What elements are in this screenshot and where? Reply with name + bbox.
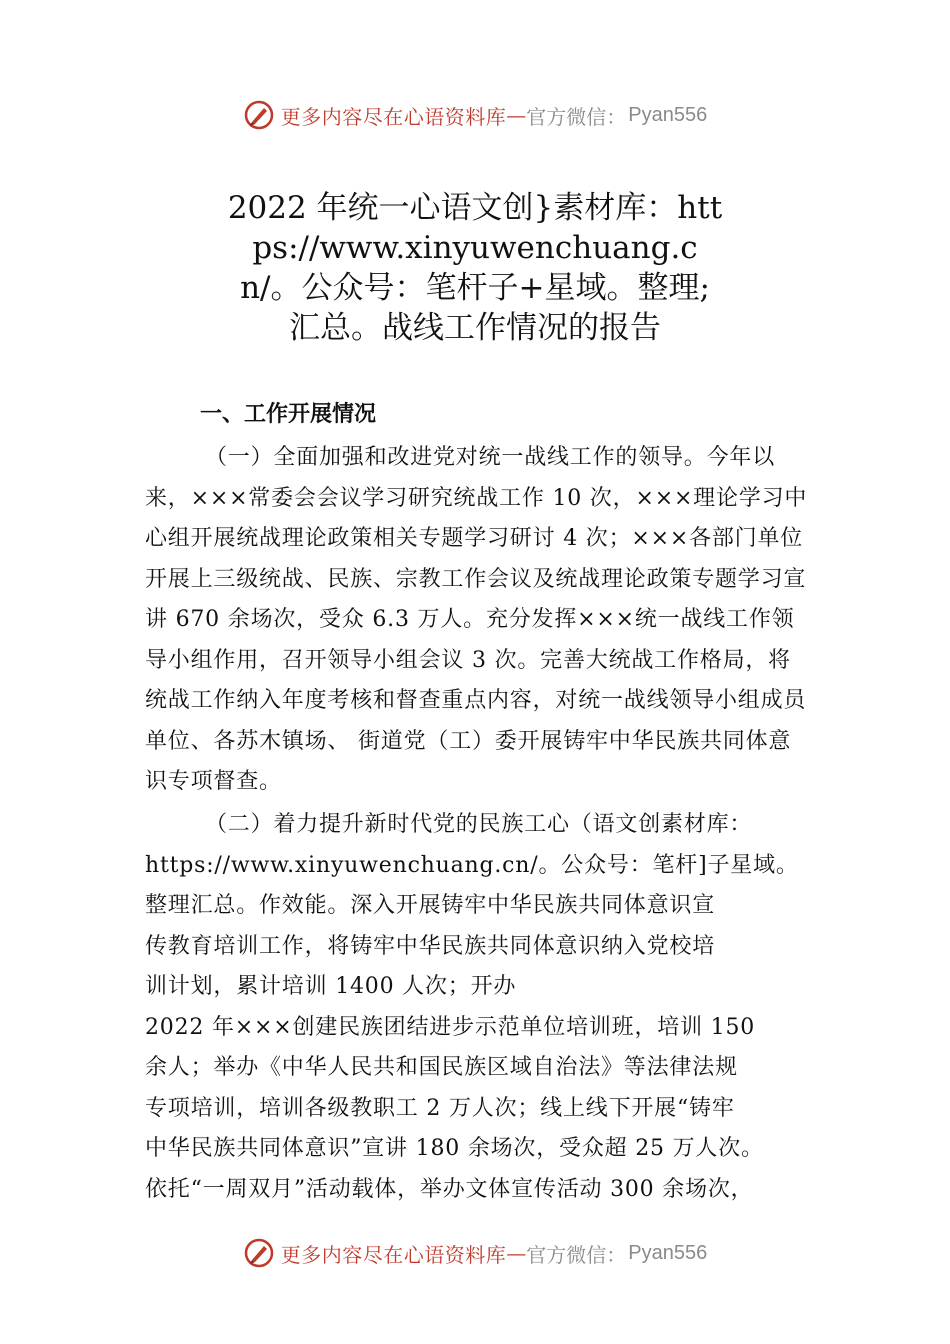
paragraph-line: 依托“一周双月”活动载体，举办文体宣传活动 300 余场次， xyxy=(145,1176,754,1202)
paragraph-line: 中华民族共同体意识”宣讲 180 余场次，受众超 25 万人次。 xyxy=(145,1136,764,1161)
paragraph-line: 专项培训，培训各级教职工 2 万人次；线上线下开展“铸牢 xyxy=(145,1095,735,1121)
section-heading: 一、工作开展情况 xyxy=(200,402,377,427)
paragraph-line: 余人；举办《中华人民共和国民族区域自治法》等法律法规 xyxy=(145,1055,738,1080)
pen-logo-icon xyxy=(243,99,275,131)
watermark-official: 官方微信： xyxy=(526,1242,627,1267)
watermark-dash: — xyxy=(506,103,527,127)
paragraph-2 xyxy=(145,805,815,1210)
watermark-footer xyxy=(0,1233,950,1273)
paragraph-line: 整理汇总。作效能。深入开展铸牢中华民族共同体意识宣 xyxy=(145,893,716,918)
paragraph-1-text: （一）全面加强和改进党对统一战线工作的领导。今年以来，×××常委会会议学习研究统战工作 10 次，×××理论学习中心组开展统战理论政策相关专题学习研讨 4 次；×××各部门单位开展上三级统战、民族、宗教工作会议及统战理论政策专题学习宣讲 670 余场次，受众 6.3 万人。充分发挥×××统一战线工作领导小组作用，召开领导小组会议 3 次。完善大统战工作格局，将统战工作纳入年度考核和督查重点内容，对统一战线领导小组成员单位、各苏木镇场、 街道党（工）委开展铸牢中华民族共同体意识专项督查。 xyxy=(145,445,808,794)
watermark-account: Pyan556 xyxy=(628,103,708,126)
paragraph-1 xyxy=(145,438,810,803)
paragraph-line: 2022 年×××创建民族团结进步示范单位培训班，培训 150 xyxy=(145,1014,756,1040)
watermark-text: 更多内容尽在心语资料库 xyxy=(280,1242,507,1267)
paragraph-line: （二）着力提升新时代党的民族工心（语文创素材库： xyxy=(205,812,753,837)
paragraph-line: https://www.xinyuwenchuang.cn/。公众号：笔杆]子星域。 xyxy=(145,852,799,878)
watermark-dash: — xyxy=(506,1241,527,1265)
paragraph-line: 训计划，累计培训 1400 人次；开办 xyxy=(145,974,517,999)
watermark-text: 更多内容尽在心语资料库 xyxy=(280,104,507,129)
watermark-account: Pyan556 xyxy=(628,1241,708,1264)
watermark-header xyxy=(0,95,950,135)
document-title: 2022 年统一心语文创}素材库：https://www.xinyuwenchuang.cn/。公众号：笔杆子+星域。整理;汇总。战线工作情况的报告 xyxy=(227,190,723,346)
pen-logo-icon xyxy=(243,1237,275,1269)
paragraph-line: 传教育培训工作，将铸牢中华民族共同体意识纳入党校培 xyxy=(145,933,716,959)
watermark-official: 官方微信： xyxy=(526,104,627,129)
